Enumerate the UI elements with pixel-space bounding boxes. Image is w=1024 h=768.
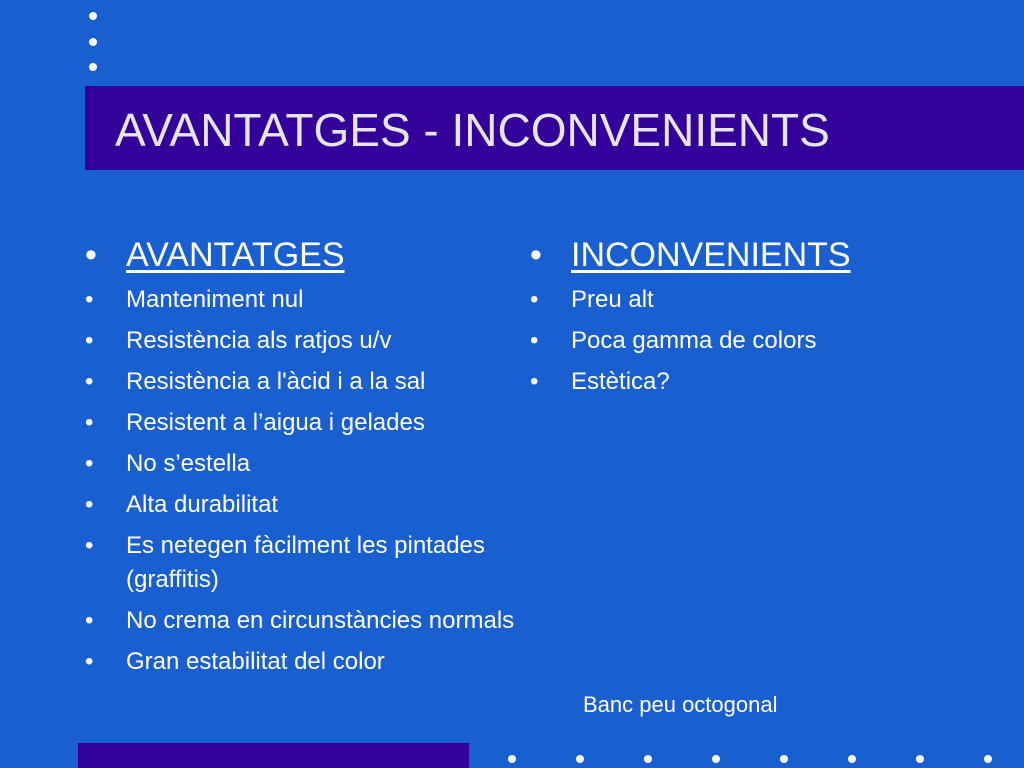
decorative-dot <box>712 755 720 763</box>
decorative-dot <box>89 38 97 46</box>
decorative-dot <box>780 755 788 763</box>
bottom-bar <box>78 743 469 768</box>
disadvantages-heading-label: INCONVENIENTS <box>571 236 851 274</box>
advantages-heading-label: AVANTATGES <box>126 236 345 274</box>
decorative-dot <box>984 755 992 763</box>
bullet-icon: • <box>85 236 97 274</box>
list-item <box>530 324 970 358</box>
list-item-text: Resistència a l'àcid i a la sal <box>126 368 426 395</box>
list-item-text: Estètica? <box>571 368 670 395</box>
slide-title: AVANTATGES - INCONVENIENTS <box>115 104 830 156</box>
list-item-text: Alta durabilitat <box>126 491 279 518</box>
list-item <box>530 365 970 399</box>
disadvantages-list <box>530 233 970 406</box>
list-item <box>85 324 515 358</box>
advantages-heading <box>85 233 515 277</box>
bullet-icon: • <box>85 450 94 477</box>
list-item <box>85 447 515 481</box>
bullet-icon: • <box>85 286 94 313</box>
list-item-text: No crema en circunstàncies normals <box>126 607 515 634</box>
title-bar <box>85 86 1024 170</box>
disadvantages-heading <box>530 233 970 277</box>
list-item-text: Es netegen fàcilment les pintades (graffitis) <box>126 532 485 593</box>
list-item-text: Gran estabilitat del color <box>126 648 385 675</box>
bullet-icon: • <box>85 532 94 559</box>
decorative-dot <box>89 12 97 20</box>
bullet-icon: • <box>85 368 94 395</box>
list-item <box>530 283 970 317</box>
bullet-icon: • <box>85 607 94 634</box>
decorative-dot <box>508 755 516 763</box>
list-item-text: Poca gamma de colors <box>571 327 817 354</box>
list-item-text: Resistència als ratjos u/v <box>126 327 392 354</box>
bullet-icon: • <box>85 491 94 518</box>
decorative-dot <box>644 755 652 763</box>
list-item <box>85 645 515 679</box>
list-item <box>85 604 515 638</box>
bullet-icon: • <box>530 368 539 395</box>
decorative-dot <box>576 755 584 763</box>
bullet-icon: • <box>85 648 94 675</box>
list-item-text: Manteniment nul <box>126 286 304 313</box>
list-item <box>85 488 515 522</box>
decorative-dot <box>89 63 97 71</box>
image-caption: Banc peu octogonal <box>583 692 778 717</box>
list-item-text: Resistent a l’aigua i gelades <box>126 409 425 436</box>
list-item <box>85 283 515 317</box>
list-item-text: Preu alt <box>571 286 654 313</box>
list-item <box>85 365 515 399</box>
bullet-icon: • <box>85 409 94 436</box>
decorative-dot <box>848 755 856 763</box>
bullet-icon: • <box>85 327 94 354</box>
bullet-icon: • <box>530 236 542 274</box>
bullet-icon: • <box>530 327 539 354</box>
bullet-icon: • <box>530 286 539 313</box>
list-item <box>85 406 515 440</box>
decorative-dot <box>916 755 924 763</box>
list-item-text: No s’estella <box>126 450 251 477</box>
advantages-list <box>85 233 515 686</box>
list-item <box>85 529 515 597</box>
